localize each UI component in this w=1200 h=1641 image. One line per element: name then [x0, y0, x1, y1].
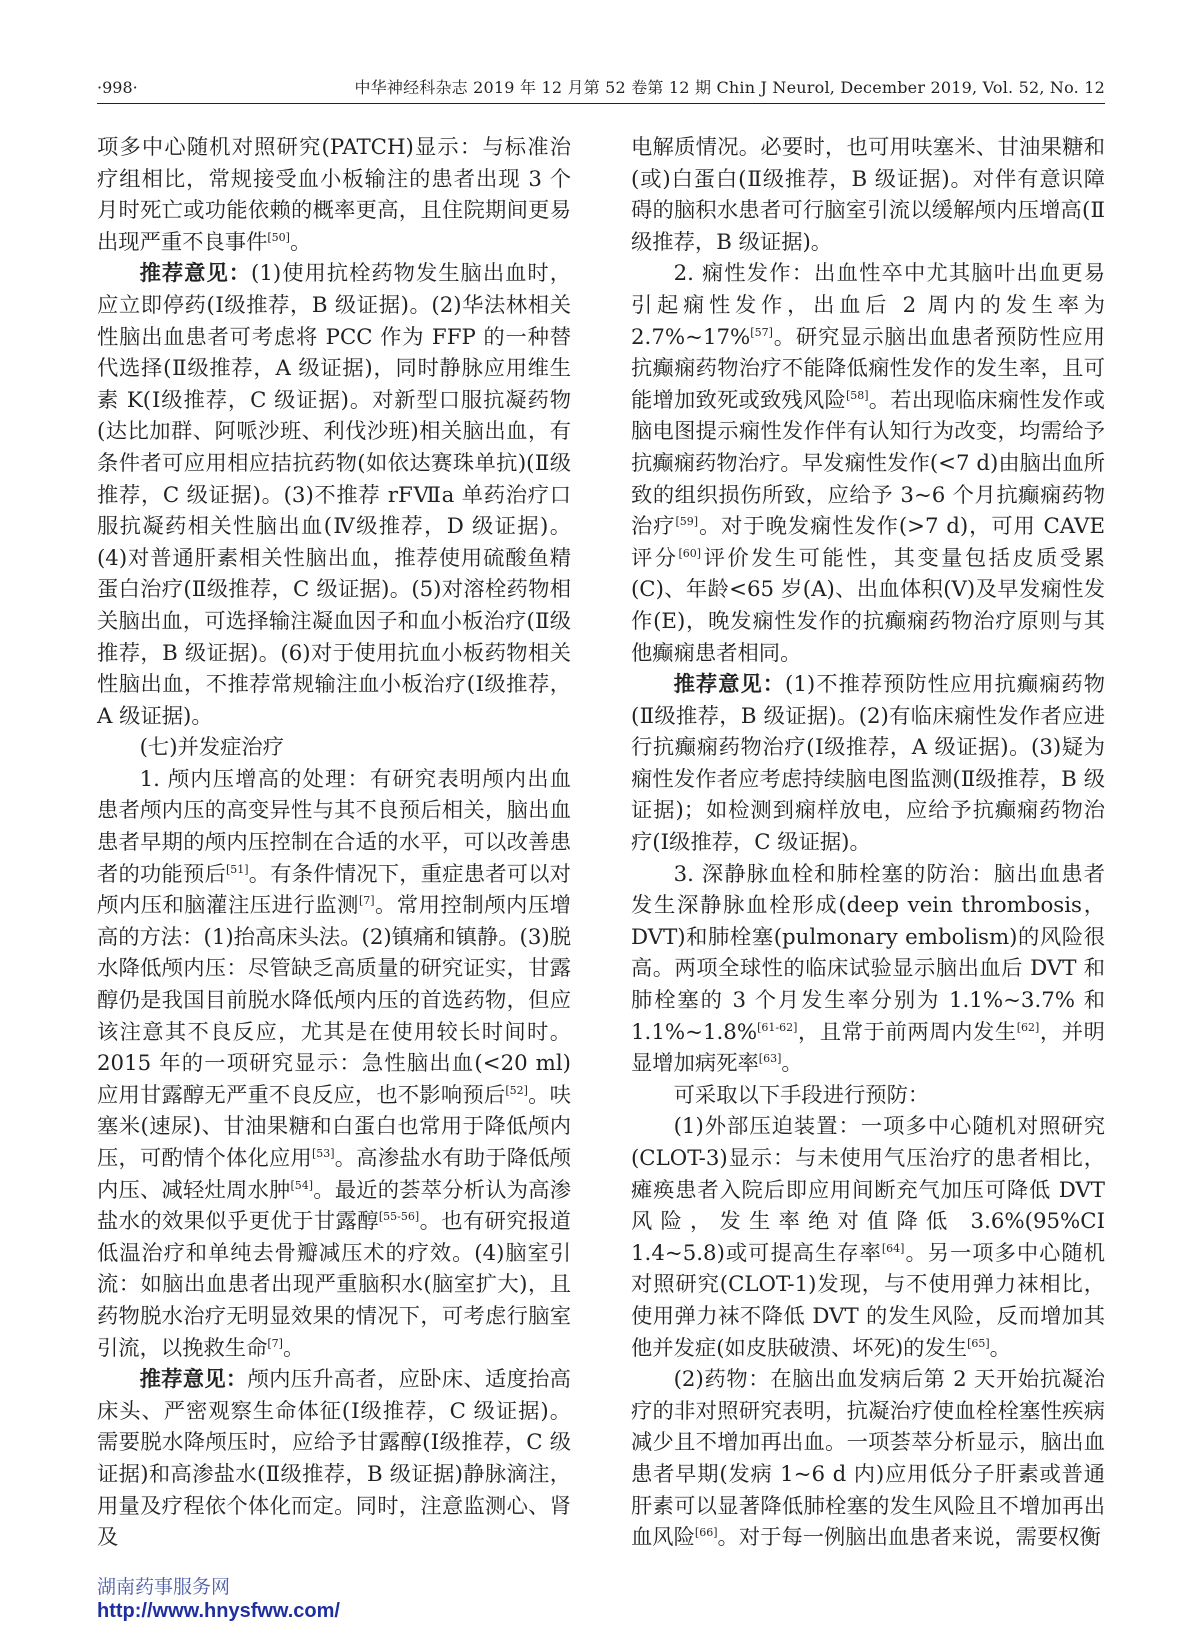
- citation[interactable]: [54]: [290, 1178, 314, 1192]
- page-number: ·998·: [97, 78, 138, 97]
- recommendation-paragraph: 推荐意见：(1)不推荐预防性应用抗癫痫药物(Ⅱ级推荐，B 级证据)。(2)有临床痫性发作者应进行抗癫痫药物治疗(Ⅰ级推荐，A 级证据)。(3)疑为痫性发作者应考虑持续脑电图监测(Ⅱ级推荐，B 级证据)；如检测到痫样放电，应给予抗癫痫药物治疗(Ⅰ级推荐，C 级证据)。: [631, 672, 1105, 856]
- paragraph: 项多中心随机对照研究(PATCH)显示：与标准治疗组相比，常规接受血小板输注的患者出现 3 个月时死亡或功能依赖的概率更高，且住院期间更易出现严重不良事件[50]。: [97, 135, 571, 255]
- recommendation-label: 推荐意见：: [139, 261, 252, 287]
- paragraph: 可采取以下手段进行预防：: [673, 1082, 930, 1108]
- left-column: [97, 132, 571, 1554]
- citation[interactable]: [51]: [225, 862, 249, 876]
- watermark-url-link[interactable]: http://www.hnysfww.com/: [97, 1600, 340, 1622]
- citation[interactable]: [64]: [881, 1241, 905, 1255]
- citation[interactable]: [62]: [1016, 1020, 1040, 1034]
- citation[interactable]: [52]: [505, 1083, 528, 1097]
- citation[interactable]: [59]: [675, 515, 699, 529]
- watermark-site-name: 湖南药事服务网: [97, 1577, 231, 1598]
- right-column: [631, 132, 1105, 1554]
- citation[interactable]: [55-56]: [378, 1210, 420, 1224]
- citation[interactable]: [7]: [358, 894, 375, 908]
- paragraph: (1)外部压迫装置：一项多中心随机对照研究(CLOT-3)显示：与未使用气压治疗的患者相比，瘫痪患者入院后即应用间断充气加压可降低 DVT 风险，发生率绝对值降低 3.6%(95%CI 1.4~5.8)或可提高生存率[64]。另一项多中心随机对照研究(CLOT-1)发现，与不使用弹力袜相比，使用弹力袜不降低 DVT 的发生风险，反而增加其他并发症(如皮肤破溃、坏死)的发生[65]。: [631, 1114, 1105, 1361]
- citation[interactable]: [60]: [678, 546, 702, 560]
- paragraph: 电解质情况。必要时，也可用呋塞米、甘油果糖和(或)白蛋白(Ⅱ级推荐，B 级证据)。对伴有意识障碍的脑积水患者可行脑室引流以缓解颅内压增高(Ⅱ级推荐，B 级证据)。: [631, 135, 1105, 255]
- paragraph: (2)药物：在脑出血发病后第 2 天开始抗凝治疗的非对照研究表明，抗凝治疗使血栓栓塞性疾病减少且不增加再出血。一项荟萃分析显示，脑出血患者早期(发病 1~6 d 内)应用低分子肝素或普通肝素可以显著降低肺栓塞的发生风险且不增加再出血风险[66]。对于每一例脑出血患者来说，需要权衡: [631, 1367, 1105, 1551]
- citation[interactable]: [61-62]: [757, 1020, 798, 1034]
- running-header: [97, 73, 1105, 104]
- paragraph: 1. 颅内压增高的处理：有研究表明颅内出血患者颅内压的高变异性与其不良预后相关，脑出血患者早期的颅内压控制在合适的水平，可以改善患者的功能预后[51]。有条件情况下，重症患者可以对颅内压和脑灌注压进行监测[7]。常用控制颅内压增高的方法：(1)抬高床头法。(2)镇痛和镇静。(3)脱水降低颅内压：尽管缺乏高质量的研究证实，甘露醇仍是我国目前脱水降低颅内压的首选药物，但应该注意其不良反应，尤其是在使用较长时间时。2015 年的一项研究显示：急性脑出血(<20 ml)应用甘露醇无严重不良反应，也不影响预后[52]。呋塞米(速尿)、甘油果糖和白蛋白也常用于降低颅内压，可酌情个体化应用[53]。高渗盐水有助于降低颅内压、减轻灶周水肿[54]。最近的荟萃分析认为高渗盐水的效果似乎更优于甘露醇[55-56]。也有研究报道低温治疗和单纯去骨瓣减压术的疗效。(4)脑室引流：如脑出血患者出现严重脑积水(脑室扩大)，且药物脱水治疗无明显效果的情况下，可考虑行脑室引流，以挽救生命[7]。: [97, 766, 571, 1361]
- citation[interactable]: [7]: [267, 1336, 283, 1350]
- citation[interactable]: [53]: [311, 1147, 335, 1160]
- recommendation-label: 推荐意见：: [139, 1367, 248, 1393]
- citation[interactable]: [58]: [845, 388, 869, 402]
- recommendation-label: 推荐意见：: [673, 672, 786, 698]
- citation[interactable]: [66]: [694, 1526, 718, 1540]
- journal-citation: 中华神经科杂志 2019 年 12 月第 52 卷第 12 期 Chin J Neurol, December 2019, Vol. 52, No. 12: [354, 78, 1105, 97]
- recommendation-paragraph: 推荐意见：颅内压升高者，应卧床、适度抬高床头、严密观察生命体征(Ⅰ级推荐，C 级证据)。需要脱水降颅压时，应给予甘露醇(Ⅰ级推荐，C 级证据)和高渗盐水(Ⅱ级推荐，B 级证据)静脉滴注，用量及疗程依个体化而定。同时，注意监测心、肾及: [97, 1367, 571, 1551]
- citation[interactable]: [57]: [750, 325, 773, 339]
- paragraph: 2. 痫性发作：出血性卒中尤其脑叶出血更易引起痫性发作，出血后 2 周内的发生率为 2.7%~17%[57]。研究显示脑出血患者预防性应用抗癫痫药物治疗不能降低痫性发作的发生率，且可能增加致死或致残风险[58]。若出现临床痫性发作或脑电图提示痫性发作伴有认知行为改变，均需给予抗癫痫药物治疗。早发痫性发作(<7 d)由脑出血所致的组织损伤所致，应给予 3~6 个月抗癫痫药物治疗[59]。对于晚发痫性发作(>7 d)，可用 CAVE 评分[60]评价发生可能性，其变量包括皮质受累(C)、年龄<65 岁(A)、出血体积(V)及早发痫性发作(E)，晚发痫性发作的抗癫痫药物治疗原则与其他癫痫患者相同。: [631, 261, 1105, 666]
- watermark-footer: [97, 1577, 340, 1623]
- recommendation-paragraph: 推荐意见：(1)使用抗栓药物发生脑出血时，应立即停药(Ⅰ级推荐，B 级证据)。(2)华法林相关性脑出血患者可考虑将 PCC 作为 FFP 的一种替代选择(Ⅱ级推荐，A 级证据)，同时静脉应用维生素 K(Ⅰ级推荐，C 级证据)。对新型口服抗凝药物(达比加群、阿哌沙班、利伐沙班)相关脑出血，有条件者可应用相应拮抗药物(如依达赛珠单抗)(Ⅱ级推荐，C 级证据)。(3)不推荐 rFⅦa 单药治疗口服抗凝药相关性脑出血(Ⅳ级推荐，D 级证据)。(4)对普通肝素相关性脑出血，推荐使用硫酸鱼精蛋白治疗(Ⅱ级推荐，C 级证据)。(5)对溶栓药物相关脑出血，可选择输注凝血因子和血小板治疗(Ⅱ级推荐，B 级证据)。(6)对于使用抗血小板药物相关性脑出血，不推荐常规输注血小板治疗(Ⅰ级推荐，A 级证据)。: [97, 261, 571, 729]
- citation[interactable]: [50]: [267, 230, 290, 244]
- section-heading: (七)并发症治疗: [139, 735, 284, 761]
- citation[interactable]: [65]: [967, 1336, 990, 1350]
- paragraph: 3. 深静脉血栓和肺栓塞的防治：脑出血患者发生深静脉血栓形成(deep vein thrombosis，DVT)和肺栓塞(pulmonary embolism)的风险很高。两项全球性的临床试验显示脑出血后 DVT 和肺栓塞的 3 个月发生率分别为 1.1%~3.7% 和 1.1%~1.8%[61-62]，且常于前两周内发生[62]，并明显增加病死率[63]。: [631, 861, 1105, 1077]
- citation[interactable]: [63]: [758, 1052, 782, 1066]
